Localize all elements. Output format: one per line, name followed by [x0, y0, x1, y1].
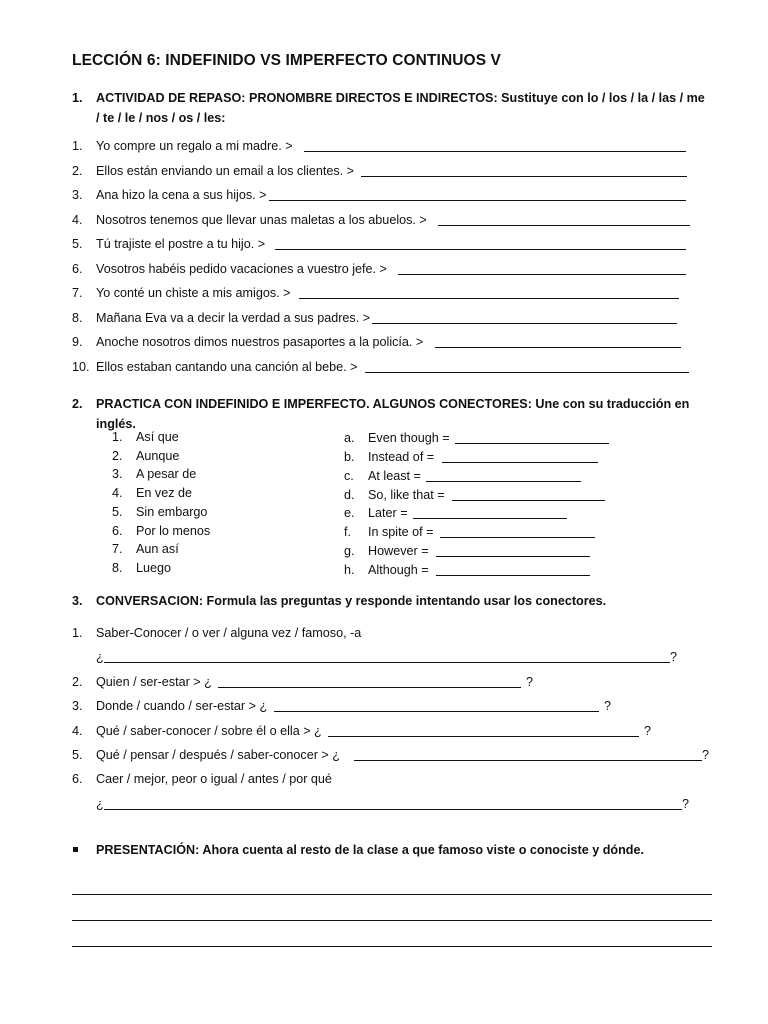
section1-heading-text: ACTIVIDAD DE REPASO: PRONOMBRE DIRECTOS E INDIRECTOS: Sustituye con lo / los / la / las / me / te / le / nos / os / les:	[96, 91, 705, 125]
section3-heading	[72, 591, 708, 611]
answer-blank[interactable]	[328, 736, 639, 737]
section2-number: 2.	[72, 397, 83, 411]
item-number: 4.	[72, 724, 83, 738]
page-title: LECCIÓN 6: INDEFINIDO VS IMPERFECTO CONTINUOS V	[72, 52, 501, 69]
connector-text: Luego	[136, 561, 172, 575]
item-number: 4.	[72, 213, 83, 227]
item-number: 1.	[112, 430, 123, 444]
item-letter: d.	[344, 488, 355, 502]
item-number: 4.	[112, 486, 123, 500]
item-number: 6.	[112, 524, 123, 538]
item-letter: b.	[344, 450, 355, 464]
item-text: Anoche nosotros dimos nuestros pasaportes a la policía. >	[96, 335, 424, 349]
item-letter: h.	[344, 563, 355, 577]
answer-blank[interactable]	[442, 462, 598, 463]
answer-blank[interactable]	[269, 200, 686, 201]
connector-text: Aunque	[136, 449, 180, 463]
item-number: 6.	[72, 262, 83, 276]
item-number: 8.	[72, 311, 83, 325]
translation-text: However =	[368, 544, 429, 558]
item-number: 5.	[72, 237, 83, 251]
writing-line[interactable]	[72, 946, 712, 947]
writing-line[interactable]	[72, 894, 712, 895]
item-number: 5.	[72, 748, 83, 762]
question-close: ?	[604, 699, 612, 713]
item-text: Qué / saber-conocer / sobre él o ella > ¿	[96, 724, 322, 738]
section1-number: 1.	[72, 91, 83, 105]
item-number: 2.	[72, 164, 83, 178]
bullet-icon	[73, 847, 78, 852]
answer-blank[interactable]	[275, 249, 686, 250]
question-close: ?	[682, 797, 690, 811]
item-number: 6.	[72, 772, 83, 786]
answer-blank[interactable]	[361, 176, 687, 177]
answer-blank[interactable]	[104, 809, 682, 810]
question-open: ¿	[96, 797, 104, 811]
item-text: Tú trajiste el postre a tu hijo. >	[96, 237, 266, 251]
answer-blank[interactable]	[440, 537, 595, 538]
item-number: 3.	[72, 188, 83, 202]
item-letter: f.	[344, 525, 351, 539]
connector-text: Así que	[136, 430, 179, 444]
item-number: 1.	[72, 626, 83, 640]
connector-text: Sin embargo	[136, 505, 208, 519]
answer-blank[interactable]	[398, 274, 686, 275]
presentation-heading	[96, 840, 708, 860]
translation-text: Instead of =	[368, 450, 435, 464]
item-number: 9.	[72, 335, 83, 349]
answer-blank[interactable]	[438, 225, 690, 226]
answer-blank[interactable]	[413, 518, 567, 519]
connector-text: En vez de	[136, 486, 193, 500]
section2-heading-text: PRACTICA CON INDEFINIDO E IMPERFECTO. ALGUNOS CONECTORES: Une con su traducción en inglés.	[96, 397, 690, 431]
answer-blank[interactable]	[452, 500, 605, 501]
translation-text: Even though =	[368, 431, 450, 445]
item-text: Yo conté un chiste a mis amigos. >	[96, 286, 291, 300]
item-number: 3.	[112, 467, 123, 481]
connector-text: Aun así	[136, 542, 179, 556]
answer-blank[interactable]	[354, 760, 702, 761]
answer-blank[interactable]	[218, 687, 521, 688]
section3-heading-text: CONVERSACION: Formula las preguntas y responde intentando usar los conectores.	[96, 594, 607, 608]
item-text: Nosotros tenemos que llevar unas maletas a los abuelos. >	[96, 213, 427, 227]
item-text: Donde / cuando / ser-estar > ¿	[96, 699, 268, 713]
answer-blank[interactable]	[455, 443, 609, 444]
item-number: 7.	[72, 286, 83, 300]
answer-blank[interactable]	[436, 575, 590, 576]
item-letter: g.	[344, 544, 355, 558]
answer-blank[interactable]	[304, 151, 686, 152]
item-text: Yo compre un regalo a mi madre. >	[96, 139, 293, 153]
answer-blank[interactable]	[426, 481, 581, 482]
item-text: Qué / pensar / después / saber-conocer > ¿	[96, 748, 340, 762]
presentation-heading-text: PRESENTACIÓN: Ahora cuenta al resto de la clase a que famoso viste o conociste y dónde.	[96, 843, 644, 857]
item-text: Ellos están enviando un email a los clientes. >	[96, 164, 354, 178]
item-text: Quien / ser-estar > ¿	[96, 675, 212, 689]
question-close: ?	[526, 675, 534, 689]
item-letter: a.	[344, 431, 355, 445]
item-text: Caer / mejor, peor o igual / antes / por qué	[96, 772, 332, 786]
connector-text: Por lo menos	[136, 524, 211, 538]
answer-blank[interactable]	[435, 347, 681, 348]
answer-blank[interactable]	[299, 298, 679, 299]
answer-blank[interactable]	[436, 556, 590, 557]
item-number: 7.	[112, 542, 123, 556]
question-close: ?	[644, 724, 652, 738]
item-text: Saber-Conocer / o ver / alguna vez / famoso, -a	[96, 626, 362, 640]
question-open: ¿	[96, 650, 104, 664]
item-text: Vosotros habéis pedido vacaciones a vuestro jefe. >	[96, 262, 387, 276]
item-number: 10.	[72, 360, 90, 374]
item-text: Ellos estaban cantando una canción al bebe. >	[96, 360, 358, 374]
translation-text: So, like that =	[368, 488, 445, 502]
item-number: 3.	[72, 699, 83, 713]
answer-blank[interactable]	[104, 662, 670, 663]
translation-text: At least =	[368, 469, 421, 483]
connector-text: A pesar de	[136, 467, 197, 481]
translation-text: Although =	[368, 563, 429, 577]
question-close: ?	[670, 650, 678, 664]
section1-heading	[72, 88, 708, 128]
item-number: 5.	[112, 505, 123, 519]
translation-text: In spite of =	[368, 525, 434, 539]
item-number: 2.	[72, 675, 83, 689]
answer-blank[interactable]	[365, 372, 689, 373]
item-number: 1.	[72, 139, 83, 153]
answer-blank[interactable]	[372, 323, 677, 324]
translation-text: Later =	[368, 506, 408, 520]
item-number: 8.	[112, 561, 123, 575]
section3-number: 3.	[72, 594, 83, 608]
item-text: Mañana Eva va a decir la verdad a sus padres. >	[96, 311, 371, 325]
item-text: Ana hizo la cena a sus hijos. >	[96, 188, 267, 202]
question-close: ?	[702, 748, 710, 762]
item-letter: c.	[344, 469, 354, 483]
answer-blank[interactable]	[274, 711, 599, 712]
writing-line[interactable]	[72, 920, 712, 921]
item-number: 2.	[112, 449, 123, 463]
item-letter: e.	[344, 506, 355, 520]
